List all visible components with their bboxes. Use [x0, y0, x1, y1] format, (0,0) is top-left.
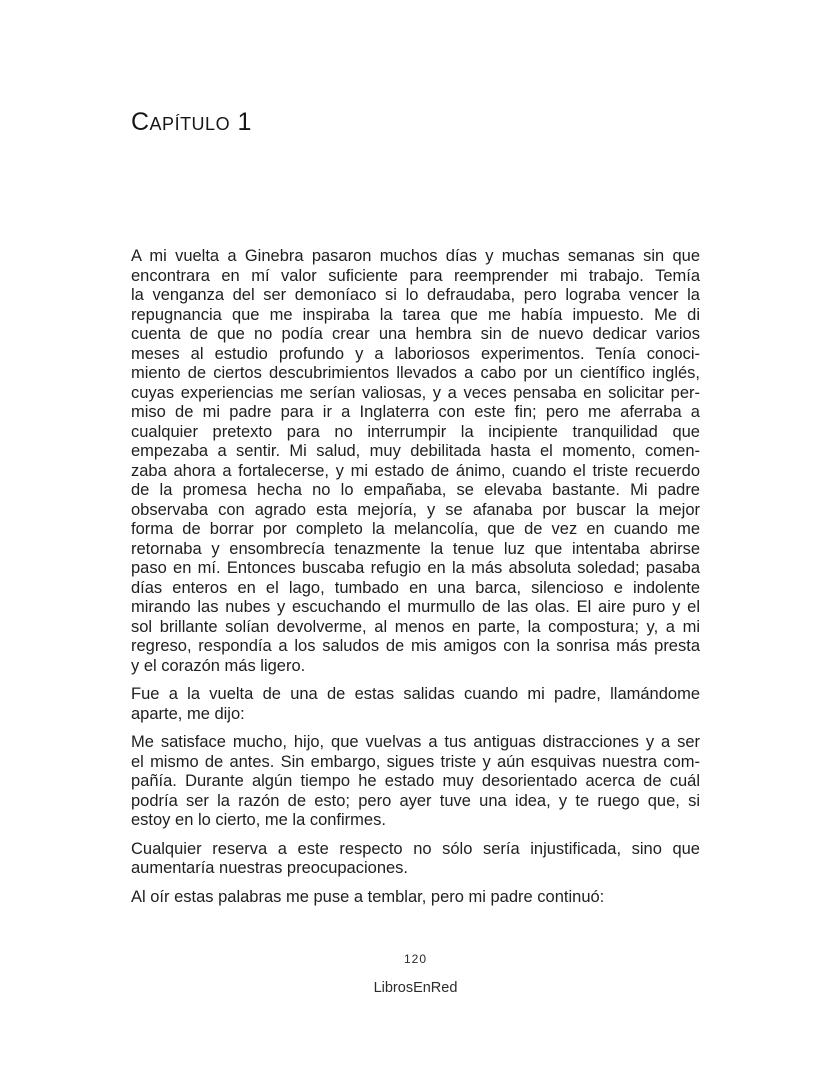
text-line: pañía. Durante algún tiempo he estado muy desorientado acerca de cuál	[131, 772, 700, 790]
text-line: aumentaría nuestras preocupaciones.	[131, 859, 409, 877]
text-line: retornaba y ensombrecía tenazmente la tenue luz que intentaba abrirse	[131, 539, 700, 558]
paragraph	[131, 733, 700, 831]
text-line: observaba con agrado esta mejoría, y se afanaba por buscar la mejor	[131, 500, 700, 519]
text-line: A mi vuelta a Ginebra pasaron muchos días y muchas semanas sin que	[131, 247, 700, 265]
text-line: zaba ahora a fortalecerse, y mi estado de ánimo, cuando el triste recuerdo	[131, 461, 700, 480]
text-line: Al oír estas palabras me puse a temblar, pero mi padre continuó:	[131, 887, 605, 906]
text-line: aparte, me dijo:	[131, 704, 245, 723]
text-line: estoy en lo cierto, me la confirmes.	[131, 811, 386, 829]
text-line: y el corazón más ligero.	[131, 656, 306, 675]
paragraph	[131, 840, 700, 879]
paragraph	[131, 685, 700, 724]
text-line: cuenta de que no podía crear una hembra sin de nuevo dedicar varios	[131, 325, 700, 343]
text-line: empezaba a sentir. Mi salud, muy debilitada hasta el momento, comen-	[131, 442, 700, 460]
text-line: mirando las nubes y escuchando el murmullo de las olas. El aire puro y el	[131, 598, 700, 616]
text-line: de la promesa hecha no lo empañaba, se elevaba bastante. Mi padre	[131, 481, 700, 499]
text-line: podría ser la razón de esto; pero ayer tuve una idea, y te ruego que, si	[131, 791, 700, 810]
text-line: encontrara en mí valor suficiente para reemprender mi trabajo. Temía	[131, 266, 700, 285]
text-line: regreso, respondía a los saludos de mis amigos con la sonrisa más presta	[131, 637, 700, 655]
text-block	[131, 247, 700, 907]
text-line: Cualquier reserva a este respecto no sólo sería injustificada, sino que	[131, 839, 700, 858]
text-line: miento de ciertos descubrimientos llevados a cabo por un científico inglés,	[131, 364, 700, 382]
text-line: miso de mi padre para ir a Inglaterra con este fin; pero me aferraba a	[131, 403, 700, 421]
text-line: Fue a la vuelta de una de estas salidas cuando mi padre, llamándome	[131, 685, 700, 703]
chapter-title: Capítulo 1	[131, 108, 252, 136]
text-line: paso en mí. Entonces buscaba refugio en la más absoluta soledad; pasaba	[131, 559, 700, 577]
paragraph	[131, 888, 700, 908]
text-line: repugnancia que me inspiraba la tarea que me había impuesto. Me di	[131, 305, 700, 324]
page-number: 120	[403, 952, 428, 966]
text-line: cuyas experiencias me serían valiosas, y a veces pensaba en solicitar per-	[131, 383, 700, 402]
text-line: cualquier pretexto para no interrumpir la incipiente tranquilidad que	[131, 422, 700, 441]
text-line: la venganza del ser demoníaco si lo defraudaba, pero lograba vencer la	[131, 286, 700, 304]
paragraph	[131, 247, 700, 676]
text-line: meses al estudio profundo y a laboriosos experimentos. Tenía conoci-	[131, 344, 700, 363]
text-line: sol brillante solían devolverme, al menos en parte, la compostura; y, a mi	[131, 617, 700, 636]
text-line: el mismo de antes. Sin embargo, sigues triste y aún esquivas nuestra com-	[131, 752, 700, 771]
publisher-name: LibrosEnRed	[373, 980, 458, 996]
text-line: forma de borrar por completo la melancolía, que de vez en cuando me	[131, 520, 700, 538]
text-line: días enteros en el lago, tumbado en una barca, silencioso e indolente	[131, 578, 700, 597]
text-line: Me satisface mucho, hijo, que vuelvas a tus antiguas distracciones y a ser	[131, 733, 700, 751]
